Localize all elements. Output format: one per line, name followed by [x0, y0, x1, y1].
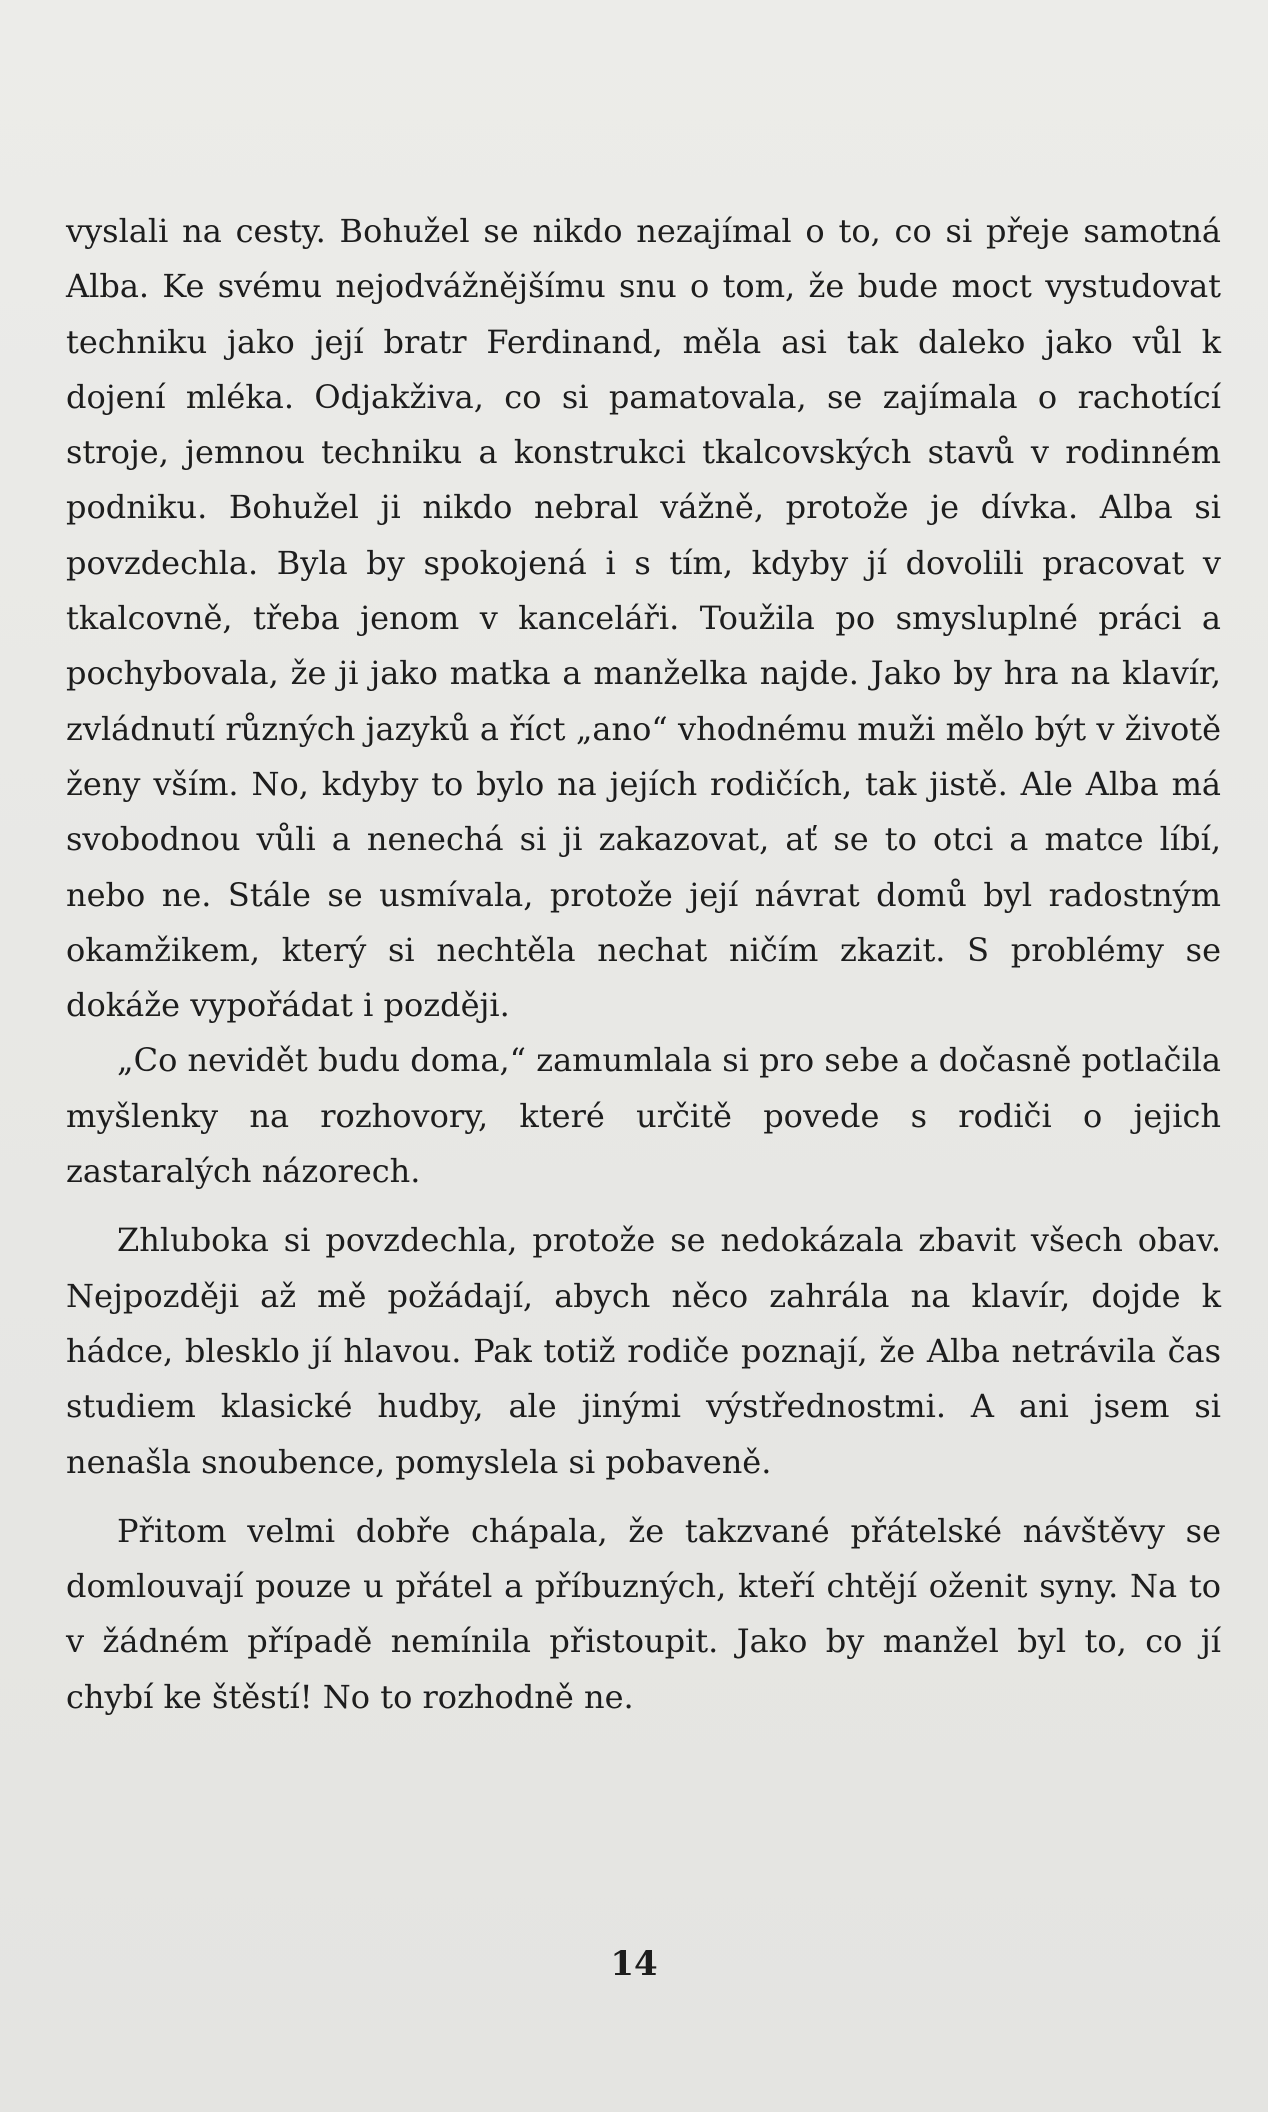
- paragraph: vyslali na cesty. Bohužel se nikdo nezajímal o to, co si přeje samotná Alba. Ke svému nejodvážnějšímu snu o tom, že bude moct vystudovat techniku jako její bratr Ferdinand, měla asi tak daleko jako vůl k dojení mléka. Odjakživa, co si pamatovala, se zajímala o rachotící stroje, jemnou techniku a konstrukci tkalcovských stavů v rodinném podniku. Bohužel ji nikdo nebral vážně, protože je dívka. Alba si povzdechla. Byla by spokojená i s tím, kdyby jí dovolili pracovat v tkalcovně, třeba jenom v kanceláři. Toužila po smysluplné práci a pochybovala, že ji jako matka a manželka najde. Jako by hra na klavír, zvládnutí různých jazyků a říct „ano“ vhodnému muži mělo být v životě ženy vším. No, kdyby to bylo na jejích rodičích, tak jistě. Ale Alba má svobodnou vůli a nenechá si ji zakazovat, ať se to otci a matce líbí, nebo ne. Stále se usmívala, protože její návrat domů byl radostným okamžikem, který si nechtěla nechat ničím zkazit. S problémy se dokáže vypořádat i později.: [66, 212, 1221, 1025]
- paragraph: „Co nevidět budu doma,“ zamumlala si pro sebe a dočasně potlačila myšlenky na rozhovory, které určitě povede s rodiči o jejich zastaralých názorech.: [66, 1041, 1221, 1191]
- paragraph: Přitom velmi dobře chápala, že takzvané přátelské návštěvy se domlouvají pouze u přátel a příbuzných, kteří chtějí oženit syny. Na to v žádném případě nemínila přistoupit. Jako by manžel byl to, co jí chybí ke štěstí! No to rozhodně ne.: [66, 1511, 1221, 1716]
- paragraph: Zhluboka si povzdechla, protože se nedokázala zbavit všech obav. Nejpozději až mě požádají, abych něco zahrála na klavír, dojde k hádce, blesklo jí hlavou. Pak totiž rodiče poznají, že Alba netrávila čas studiem klasické hudby, ale jinými výstřednostmi. A ani jsem si nenašla snoubence, pomyslela si pobaveně.: [66, 1221, 1221, 1481]
- body-text: [66, 204, 1221, 1725]
- page-number: 14: [610, 1944, 658, 1984]
